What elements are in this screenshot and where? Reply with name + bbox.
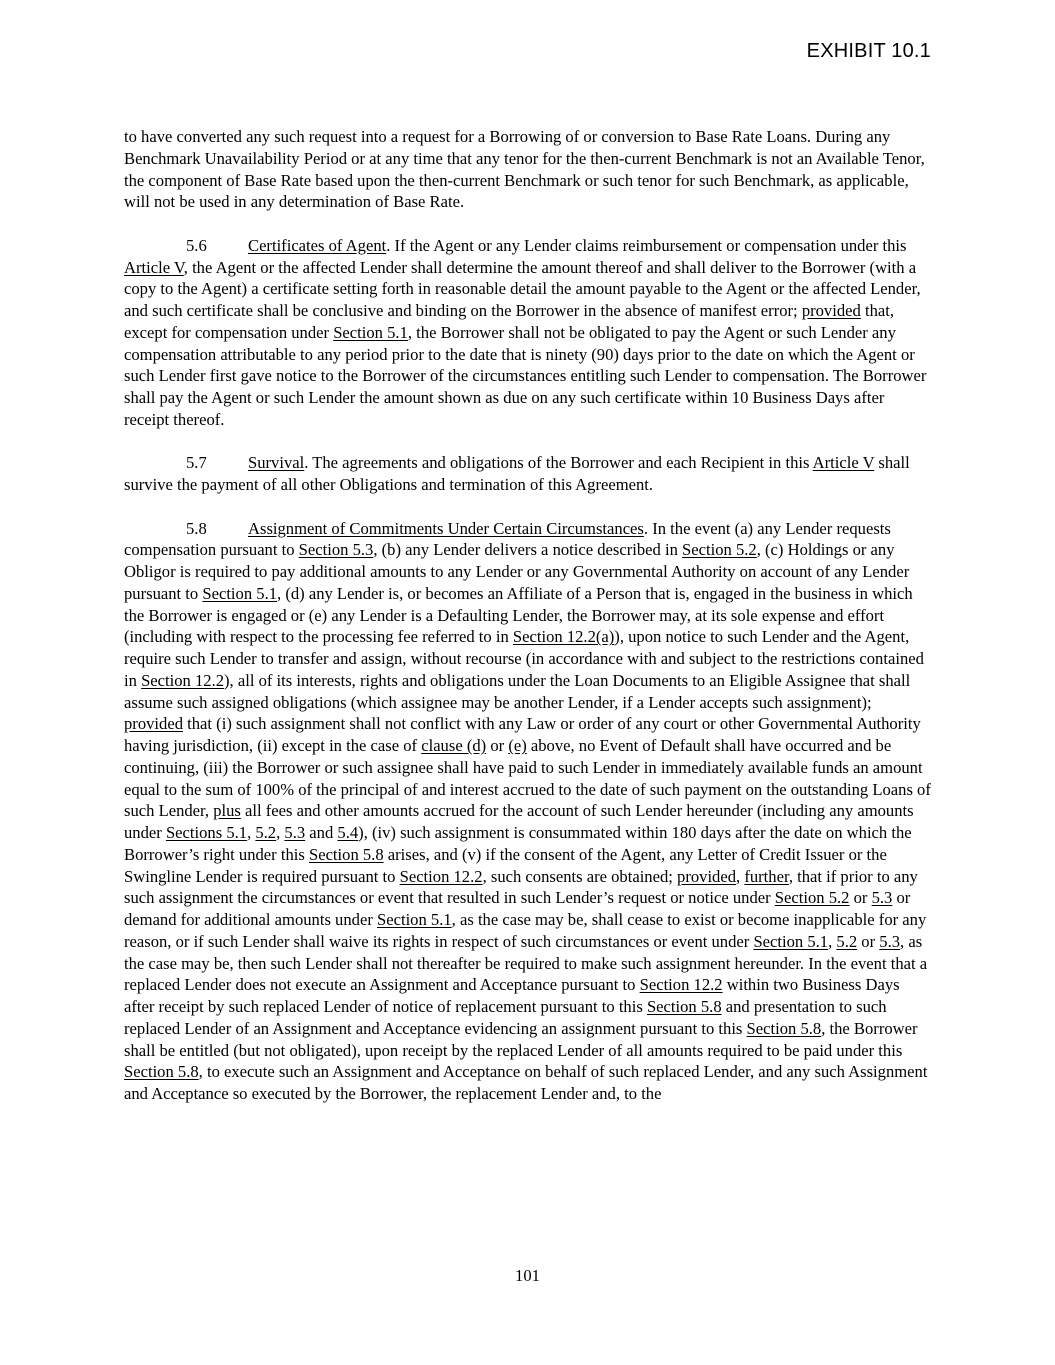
underlined-reference: 5.4 (337, 823, 359, 842)
section-number: 5.8 (186, 518, 207, 538)
text-run: shall survive the payment of all other Obligations and termination of this Agreement. (124, 453, 910, 494)
underlined-reference: Section 5.2 (682, 540, 757, 560)
text-run: , (b) any Lender delivers a notice described in (373, 540, 683, 560)
underlined-reference: further (744, 866, 789, 886)
text-run: , to execute such an Assignment and Acceptance on behalf of such replaced Lender, and any such Assignment and Acceptance so executed by the Borrower, the replacement Lender and, to the (124, 1062, 928, 1103)
text-run: , (d) any Lender is, or becomes an Affiliate of a Person that is, engaged in the business in which the Borrower is engaged or (e) any Lender is a Defaulting Lender, the Borrower may, at its sole expense and effort (including with respect to the processing fee referred to in (124, 583, 913, 647)
underlined-reference: provided (677, 866, 737, 886)
text-run: and (305, 823, 338, 842)
document-body (124, 126, 932, 1127)
underlined-reference: Section 5.2 (774, 888, 850, 908)
underlined-reference: Section 5.1 (333, 322, 408, 342)
text-run: , (247, 823, 256, 842)
text-run: , the Agent or the affected Lender shall determine the amount thereof and shall deliver to the Borrower (with a copy to the Agent) a certificate setting forth in reasonable detail the amount payable to the Agent or the affected Lender, and such certificate shall be conclusive and binding on the Borrower in the absence of manifest error; (124, 257, 921, 320)
text-run: , the Borrower shall not be obligated to pay the Agent or such Lender any compensation attributable to any period prior to the date that is ninety (90) days prior to the date on which the Agent or such Lender first gave notice to the Borrower of the circumstances entitling such Lender to compensation. The Borrower shall pay the Agent or such Lender the amount shown as due on any such certificate within 10 Business Days after receipt thereof. (124, 322, 927, 429)
text-run: or (849, 888, 872, 908)
underlined-reference: 5.2 (255, 823, 277, 842)
underlined-reference: 5.3 (879, 931, 901, 951)
underlined-reference: Section 5.3 (298, 540, 374, 560)
section-5-8-paragraph (124, 518, 932, 1105)
text-run: , (736, 866, 745, 886)
underlined-reference: Certificates of Agent (248, 235, 387, 255)
text-run: , (276, 823, 285, 842)
underlined-reference: provided (801, 301, 861, 320)
underlined-reference: Section 12.2 (399, 866, 483, 886)
exhibit-label: EXHIBIT 10.1 (806, 40, 931, 62)
text-run: , as the case may be, then such Lender shall not thereafter be required to make such assignment hereunder. In the event that a replaced Lender does not execute an Assignment and Acceptance pursuant to (124, 931, 928, 995)
underlined-reference: (e) (508, 736, 527, 755)
text-run: , as the case may be, shall cease to exist or become inapplicable for any reason, or if such Lender shall waive its rights in respect of such circumstances or event under (124, 910, 927, 951)
text-run: ), all of its interests, rights and obligations under the Loan Documents to an Eligible Assignee that shall assume such assigned obligations (which assignee may be another Lender, if a Lender accepts such assignment); (124, 670, 911, 712)
underlined-reference: Section 5.1 (202, 583, 278, 603)
text-run: all fees and other amounts accrued for the account of such Lender hereunder (including any amounts under (124, 801, 914, 842)
underlined-reference: 5.3 (284, 823, 306, 842)
text-run: . In the event (a) any Lender requests compensation pursuant to (124, 518, 891, 560)
text-run: above, no Event of Default shall have occurred and be continuing, (iii) the Borrower or such assignee shall have paid to such Lender in immediately available funds an amount equal to the sum of 100% of the principal of and interest accrued to the date of such payment on the outstanding Loans of such Lender, (124, 736, 931, 821)
text-run: . The agreements and obligations of the Borrower and each Recipient in this (304, 453, 813, 473)
underlined-reference: Section 5.1 (753, 931, 829, 951)
underlined-reference: clause (d) (421, 736, 487, 755)
underlined-reference: Section 5.8 (308, 844, 384, 864)
text-run: that (i) such assignment shall not conflict with any Law or order of any court or other Governmental Authority having jurisdiction, (ii) except in the case of (124, 714, 921, 755)
text-run: and presentation to such replaced Lender of an Assignment and Acceptance evidencing an assignment pursuant to this (124, 997, 887, 1038)
text-run: or (486, 736, 509, 755)
underlined-reference: Survival (248, 453, 305, 473)
text-run: ), upon notice to such Lender and the Agent, require such Lender to transfer and assign, without recourse (in accordance with and subject to the restrictions contained in (124, 627, 924, 690)
text-run: . If the Agent or any Lender claims reimbursement or compensation under this (386, 235, 907, 255)
underlined-reference: provided (124, 714, 183, 734)
underlined-reference: Section 12.2(a) (512, 627, 615, 647)
underlined-reference: Assignment of Commitments Under Certain Circumstances (248, 518, 644, 538)
text-run: arises, and (v) if the consent of the Agent, any Letter of Credit Issuer or the Swingline Lender is required pursuant to (124, 844, 887, 886)
underlined-reference: Section 5.8 (646, 997, 722, 1016)
section-number: 5.7 (186, 453, 207, 473)
text-run: , the Borrower shall be entitled (but not obligated), upon receipt by the replaced Lender of all amounts required to be paid under this (124, 1018, 918, 1060)
underlined-reference: Article V (124, 257, 184, 277)
text-run: that, except for compensation under (124, 301, 894, 342)
text-run: , (c) Holdings or any Obligor is required to pay additional amounts to any Lender or any Governmental Authority on account of any Lender pursuant to (124, 540, 910, 603)
section-number: 5.6 (186, 235, 207, 255)
text-run: , such consents are obtained; (482, 866, 678, 886)
underlined-reference: Section 5.8 (124, 1062, 199, 1082)
underlined-reference: Section 12.2 (141, 670, 225, 690)
underlined-reference: Section 5.8 (746, 1018, 822, 1038)
underlined-reference: Article V (812, 453, 875, 473)
underlined-reference: plus (213, 801, 241, 821)
text-run: within two Business Days after receipt by such replaced Lender of notice of replacement pursuant to this (124, 975, 900, 1016)
text-run: or demand for additional amounts under (124, 888, 911, 929)
continuation-paragraph (124, 126, 932, 213)
text-run: or (857, 931, 880, 951)
underlined-reference: 5.2 (836, 931, 858, 951)
underlined-reference: 5.3 (871, 888, 893, 908)
text-run: to have converted any such request into a request for a Borrowing of or conversion to Base Rate Loans. During any Benchmark Unavailability Period or at any time that any tenor for the then-current Benchmark is not an Available Tenor, the component of Base Rate based upon the then-current Benchmark or such tenor for such Benchmark, as applicable, will not be used in any determination of Base Rate. (124, 127, 925, 212)
underlined-reference: Sections 5.1 (165, 823, 248, 842)
section-5-7-paragraph (124, 452, 932, 496)
text-run: , (828, 931, 837, 951)
underlined-reference: Section 5.1 (377, 910, 452, 929)
text-run: ), (iv) such assignment is consummated within 180 days after the date on which the Borrower’s right under this (124, 823, 912, 864)
underlined-reference: Section 12.2 (639, 975, 723, 995)
page-number: 101 (515, 1266, 540, 1285)
text-run: , that if prior to any such assignment the circumstances or event that resulted in such Lender’s request or notice under (124, 866, 918, 908)
section-5-6-paragraph (124, 235, 932, 431)
